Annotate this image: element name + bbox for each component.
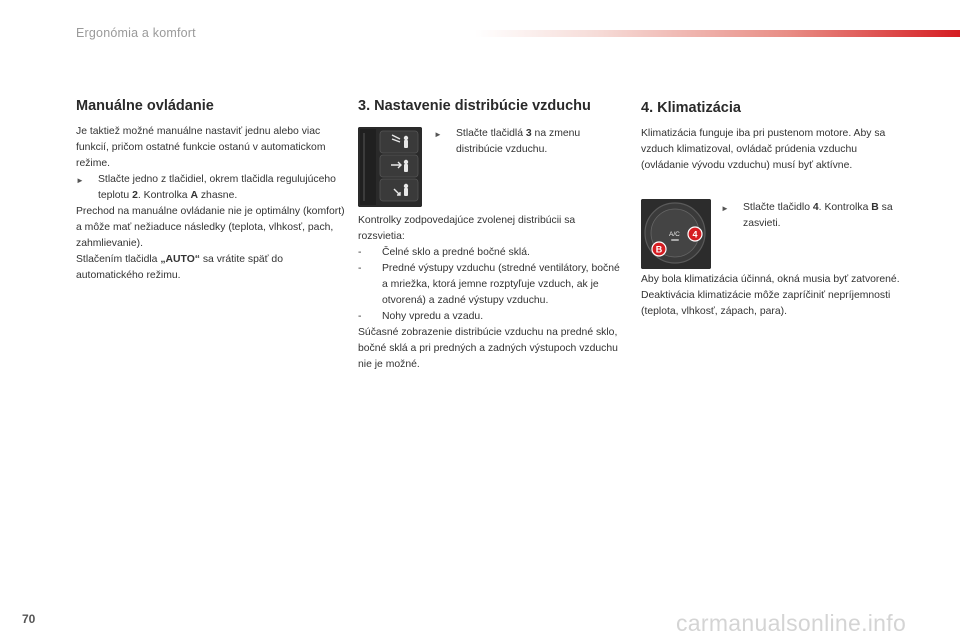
page-header-title: Ergonómia a komfort: [76, 26, 196, 40]
distribution-buttons-illustration: [358, 127, 422, 207]
section-heading: Manuálne ovládanie: [76, 98, 214, 114]
distribution-buttons-photo: [358, 127, 422, 207]
section-manual: [76, 98, 346, 284]
list-item: - Čelné sklo a predné bočné sklá.: [358, 247, 530, 258]
page-number: 70: [22, 612, 36, 626]
callout-b-label: B: [655, 244, 663, 255]
distribution-bullet: ► Stlačte tlačidlá 3 na zmenu distribúcie vzduchu.: [434, 126, 624, 158]
list-item: - Nohy vpredu a vzadu.: [358, 311, 484, 322]
distribution-details: [358, 213, 623, 373]
aircon-bullet: ► Stlačte tlačidlo 4. Kontrolka B sa zasvieti.: [721, 200, 906, 232]
bullet-arrow-icon: ►: [434, 130, 442, 139]
ac-button-label: A/C: [669, 231, 680, 238]
list-item: - Predné výstupy vzduchu (stredné ventilátory, bočné a mriežka, ktorá jemne rozptyľuje vzduch, ak je otvorená) a zadné výstupy vzduchu.: [358, 263, 620, 306]
manual-body-2: Stlačením tlačidla „AUTO“ sa vrátite späť do automatického režimu.: [76, 254, 283, 281]
manual-body-1: Prechod na manuálne ovládanie nie je optimálny (komfort) a môže mať nežiaduce následky (teplota, vlhkosť, pach, zahmlievanie).: [76, 206, 345, 249]
distribution-intro: Kontrolky zodpovedajúce zvolenej distribúcii sa rozsvietia:: [358, 215, 576, 242]
manual-bullet: ► Stlačte jedno z tlačidiel, okrem tlačidla regulujúceho teplotu 2. Kontrolka A zhasne.: [76, 172, 346, 204]
distribution-note: Súčasné zobrazenie distribúcie vzduchu na predné sklo, bočné sklá a pri predných a zadných výstupoch vzduchu nie je možné.: [358, 327, 618, 370]
section-distribution: [358, 98, 628, 114]
aircon-button-photo: [641, 199, 711, 269]
aircon-intro: Klimatizácia funguje iba pri pustenom motore. Aby sa vzduch klimatizoval, ovládač prúdenia vzduchu (ovládanie vývodu vzduchu) musí byť aktívne.: [641, 128, 886, 171]
aircon-notes: [641, 272, 906, 320]
manual-intro: Je taktiež možné manuálne nastaviť jednu alebo viac funkcií, pričom ostatné funkcie ostanú v automatickom režime.: [76, 126, 326, 169]
bullet-arrow-icon: ►: [721, 204, 729, 213]
bullet-arrow-icon: ►: [76, 176, 84, 185]
section-heading: 3. Nastavenie distribúcie vzduchu: [358, 98, 591, 114]
aircon-note-1: Aby bola klimatizácia účinná, okná musia byť zatvorené.: [641, 274, 900, 285]
aircon-note-2: Deaktivácia klimatizácie môže zapríčiniť nepríjemnosti (teplota, vlhkosť, zápach, para).: [641, 290, 891, 317]
section-heading: 4. Klimatizácia: [641, 100, 741, 116]
section-aircon: [641, 100, 906, 174]
aircon-button-illustration: [641, 199, 711, 269]
header-accent-bar: [475, 30, 960, 37]
watermark: carmanualsonline.info: [676, 610, 907, 636]
callout-4-label: 4: [692, 229, 698, 240]
